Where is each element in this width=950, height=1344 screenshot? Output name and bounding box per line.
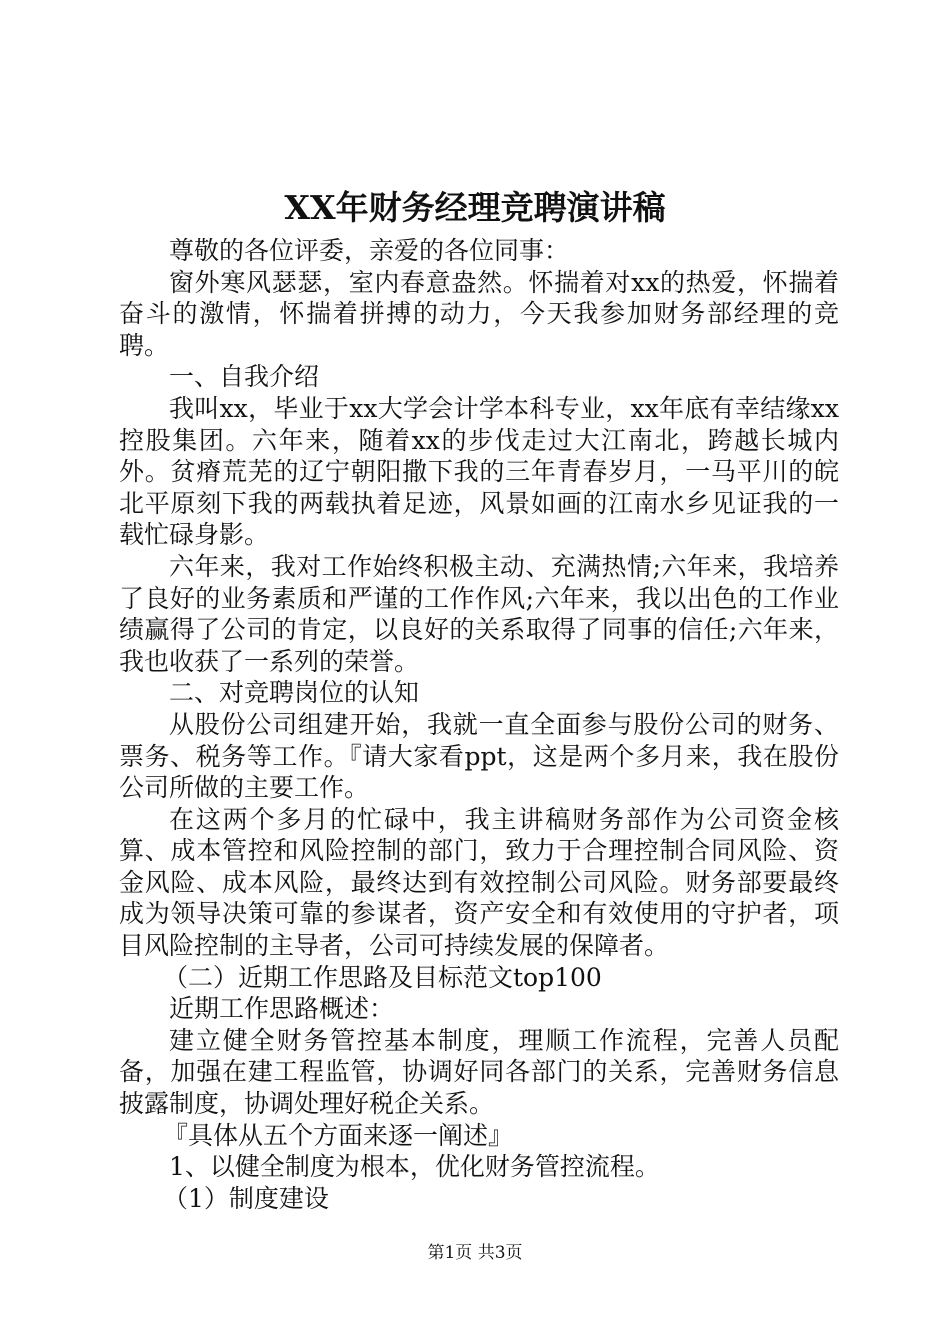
paragraph-plan-overview: 建立健全财务管控基本制度，理顺工作流程，完善人员配备，加强在建工程监管，协调好同各部门的关系，完善财务信息披露制度，协调处理好税企关系。 xyxy=(119,1025,839,1119)
page-footer: 第1页 共3页 xyxy=(427,1243,523,1263)
paragraph-self-intro: 我叫xx，毕业于xx大学会计学本科专业，xx年底有幸结缘xx控股集团。六年来，随着xx的步伐走过大江南北，跨越长城内外。贫瘠荒芜的辽宁朝阳撒下我的三年青春岁月，一马平川的皖北平原刻下我的两载执着足迹，风景如画的江南水乡见证我的一载忙碌身影。 xyxy=(119,393,839,550)
section-heading-position-cognition: 二、对竞聘岗位的认知 xyxy=(169,678,420,708)
paragraph-company-work: 从股份公司组建开始，我就一直全面参与股份公司的财务、票务、税务等工作。『请大家看ppt，这是两个多月来，我在股份公司所做的主要工作。 xyxy=(119,709,839,803)
paragraph-opening: 窗外寒风瑟瑟，室内春意盎然。怀揣着对xx的热爱，怀揣着奋斗的激情，怀揣着拼搏的动力，今天我参加财务部经理的竞聘。 xyxy=(119,267,839,360)
paragraph-five-aspects: 『具体从五个方面来逐一阐述』 xyxy=(163,1120,514,1150)
section-heading-recent-plan: （二）近期工作思路及目标范文top100 xyxy=(163,962,602,992)
paragraph-plan-overview-label: 近期工作思路概述： xyxy=(169,994,395,1024)
paragraph-finance-role: 在这两个多月的忙碌中，我主讲稿财务部作为公司资金核算、成本管控和风险控制的部门，致力于合理控制合同风险、资金风险、成本风险，最终达到有效控制公司风险。财务部要最终成为领导决策可靠的参谋者，资产安全和有效使用的守护者，项目风险控制的主导者，公司可持续发展的保障者。 xyxy=(119,804,839,961)
document-body xyxy=(119,235,839,1214)
document-title: XX年财务经理竞聘演讲稿 xyxy=(284,188,666,227)
section-heading-self-intro: 一、自我介绍 xyxy=(169,362,320,392)
paragraph-sub-item-1: （1）制度建设 xyxy=(163,1183,329,1213)
paragraph-salutation: 尊敬的各位评委，亲爱的各位同事： xyxy=(169,236,570,265)
paragraph-item-1: 1、以健全制度为根本，优化财务管控流程。 xyxy=(169,1152,660,1182)
paragraph-six-years: 六年来，我对工作始终积极主动、充满热情;六年来，我培养了良好的业务素质和严谨的工作作风;六年来，我以出色的工作业绩赢得了公司的肯定，以良好的关系取得了同事的信任;六年来，我也收获了一系列的荣誉。 xyxy=(119,551,839,676)
